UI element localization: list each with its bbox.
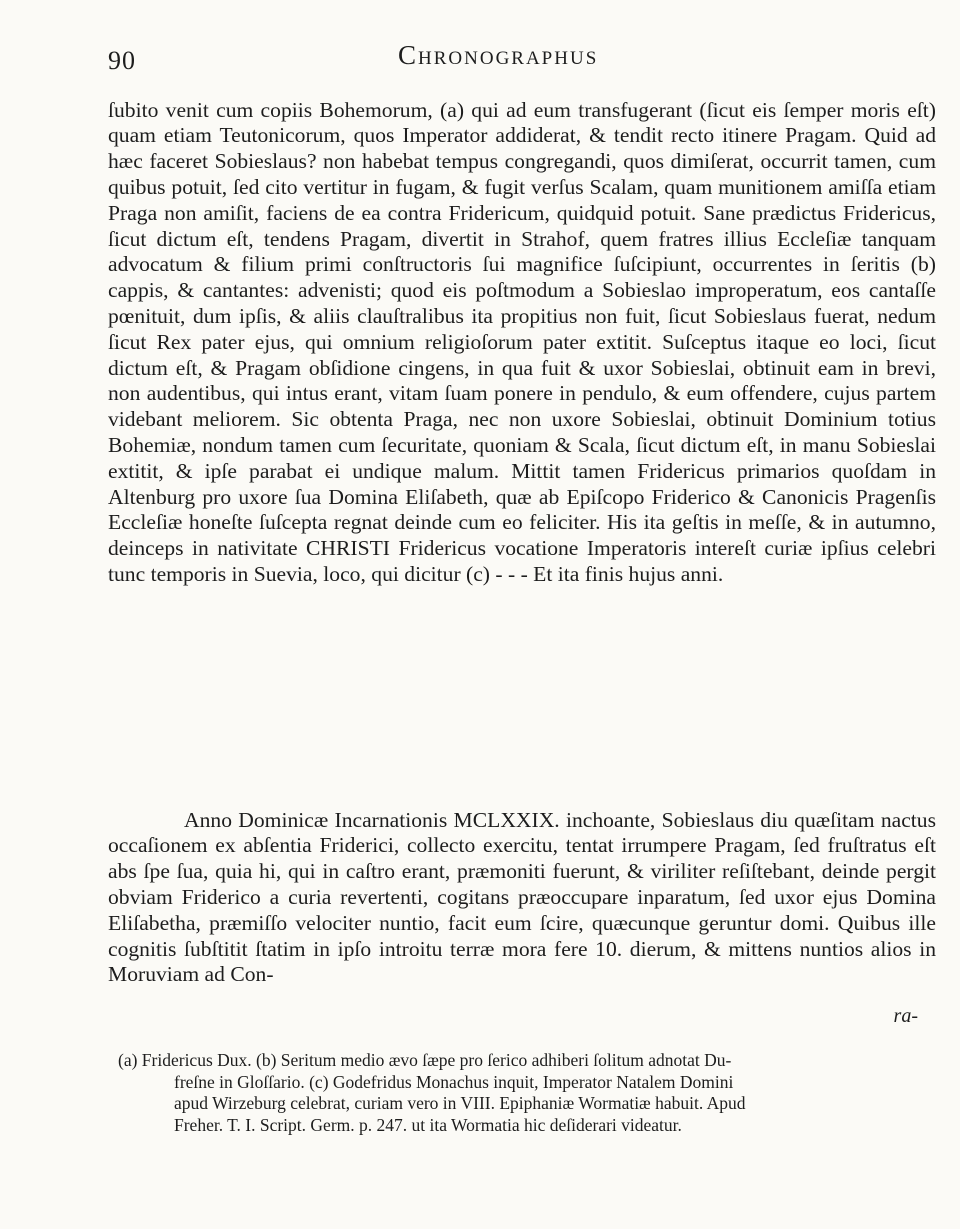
page-number: 90 xyxy=(108,46,136,75)
footnote-line-4: Freher. T. I. Script. Germ. p. 247. ut ita Wormatia hic deſiderari videatur. xyxy=(174,1114,682,1135)
body-paragraph-2: Anno Dominicæ Incarnationis MCLXXIX. inchoante, Sobieslaus diu quæſitam nactus occaſionem ex abſentia Friderici, collecto exercitu, tentat irrumpere Pragam, ſed fruſtratus eſt abs ſpe ſua, quia hi, qui in caſtro erant, præmoniti fuerunt, & viriliter reſiſtebant, deinde pergit obviam Friderico a curia revertenti, cogitans præoccupare inparatum, ſed uxor ejus Domina Eliſabetha, præmiſſo velociter nuntio, facit eum ſcire, quæcunque geruntur domi. Quibus ille cognitis ſubſtitit ſtatim in ipſo introitu terræ mora fere 10. dierum, & mittens nuntios alios in Moruviam ad Con- xyxy=(108,807,936,987)
running-head: Chronographus xyxy=(398,40,599,70)
footnotes xyxy=(118,1050,938,1136)
catchword: ra- xyxy=(893,1005,918,1027)
body-paragraph-1: ſubito venit cum copiis Bohemorum, (a) qui ad eum transfugerant (ſicut eis ſemper moris eſt) quam etiam Teutonicorum, quos Imperator addiderat, & tendit recto itinere Pragam. Quid ad hæc faceret Sobieslaus? non habebat tempus congregandi, quos dimiſerat, occurrit tamen, cum quibus potuit, ſed cito vertitur in fugam, & fugit verſus Scalam, quam munitionem amiſſa etiam Praga non amiſit, faciens de ea contra Fridericum, quidquid potuit. Sane prædictus Fridericus, ſicut dictum eſt, tendens Pragam, divertit in Strahof, quem fratres illius Eccleſiæ tanquam advocatum & filium primi conſtructoris ſui magnifice ſuſcipiunt, occurrentes in ſeritis (b) cappis, & cantantes: advenisti; quod eis poſtmodum a Sobieslao improperatum, eos cantaſſe pœnituit, dum ipſis, & aliis clauſtralibus ita propitius non fuit, ſicut Sobieslaus fuerat, nedum ſicut Rex pater ejus, qui omnium religioſorum pater extitit. Suſceptus itaque eo loci, ſicut dictum eſt, & Pragam obſidione cingens, in qua fuit & uxor Sobieslai, obtinuit eam in brevi, non audentibus, qui intus erant, vitam ſuam ponere in pendulo, & eum offendere, cujus partem videbant meliorem. Sic obtenta Praga, nec non uxore Sobieslai, obtinuit Dominium totius Bohemiæ, nondum tamen cum ſecuritate, quoniam & Scala, ſicut dictum eſt, in manu Sobieslai extitit, & ipſe parabat ei undique malum. Mittit tamen Fridericus primarios quoſdam in Altenburg pro uxore ſua Domina Eliſabeth, quæ ab Epiſcopo Friderico & Canonicis Pragenſis Eccleſiæ honeſte ſuſcepta regnat deinde cum eo feliciter. His ita geſtis in meſſe, & in autumno, deinceps in nativitate CHRISTI Fridericus vocatione Imperatoris intereſt curiæ ipſius celebri tunc temporis in Suevia, loco, qui dicitur (c) - - - Et ita finis hujus anni. xyxy=(108,97,936,586)
footnote-line-1: (a) Fridericus Dux. (b) Seritum medio ævo ſæpe pro ſerico adhiberi ſolitum adnotat Du- xyxy=(118,1050,732,1070)
footnote-line-3: apud Wirzeburg celebrat, curiam vero in VIII. Epiphaniæ Wormatiæ habuit. Apud xyxy=(174,1093,746,1113)
footnote-line-2: freſne in Gloſſario. (c) Godefridus Monachus inquit, Imperator Natalem Domini xyxy=(174,1071,734,1092)
